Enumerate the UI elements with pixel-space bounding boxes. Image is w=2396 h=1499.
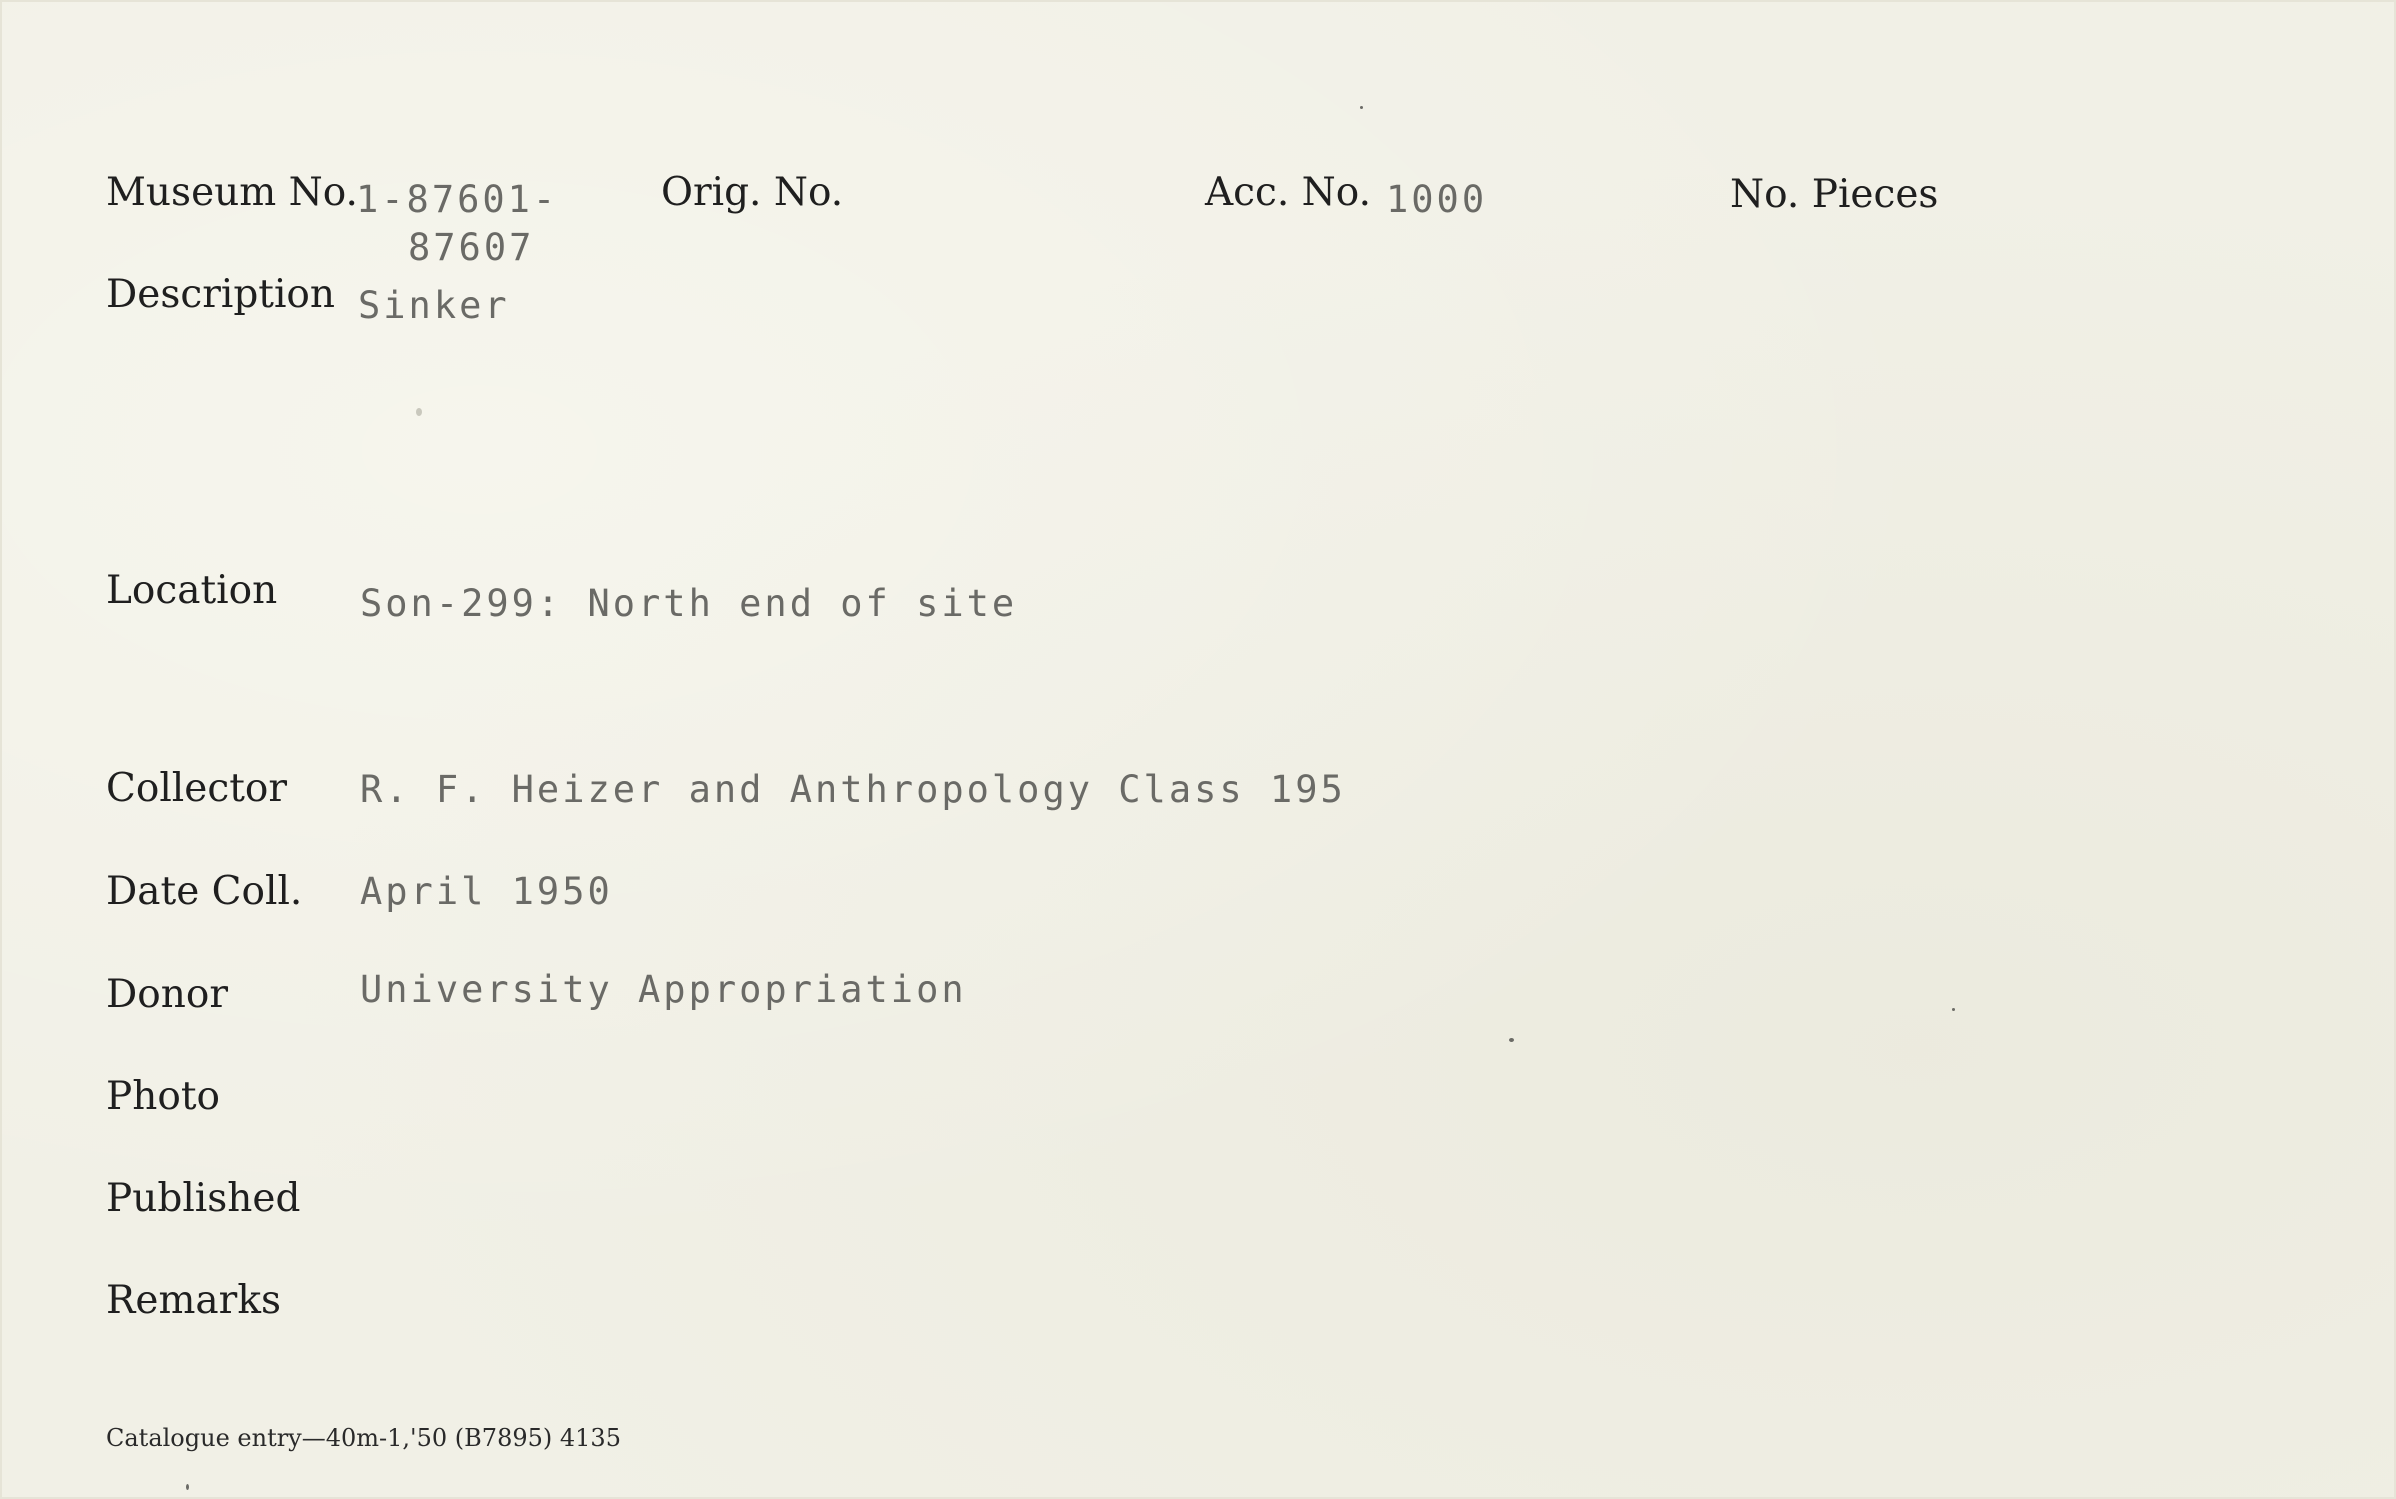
donor-label: Donor bbox=[106, 972, 228, 1017]
photo-label: Photo bbox=[106, 1074, 220, 1119]
museum-no-value-line2: 87607 bbox=[408, 226, 535, 269]
description-label: Description bbox=[106, 272, 336, 317]
date-coll-value: April 1950 bbox=[360, 870, 613, 913]
location-value: Son-299: North end of site bbox=[360, 582, 1018, 625]
no-pieces-label: No. Pieces bbox=[1730, 172, 1939, 217]
description-value: Sinker bbox=[358, 284, 510, 327]
acc-no-label: Acc. No. bbox=[1205, 170, 1371, 215]
orig-no-label: Orig. No. bbox=[661, 170, 844, 215]
date-coll-label: Date Coll. bbox=[106, 869, 303, 914]
paper-speck bbox=[186, 1484, 189, 1490]
collector-value: R. F. Heizer and Anthropology Class 195 bbox=[360, 768, 1346, 811]
donor-value: University Appropriation bbox=[360, 968, 967, 1011]
paper-speck bbox=[1360, 106, 1363, 109]
location-label: Location bbox=[106, 568, 278, 613]
acc-no-value: 1000 bbox=[1386, 178, 1488, 221]
paper-speck bbox=[1509, 1038, 1514, 1042]
museum-no-label: Museum No. bbox=[106, 170, 358, 215]
published-label: Published bbox=[106, 1176, 301, 1221]
catalogue-entry-footer: Catalogue entry—40m-1,'50 (B7895) 4135 bbox=[106, 1424, 621, 1452]
museum-no-value-line1: 1-87601- bbox=[356, 178, 559, 221]
paper-speck bbox=[416, 408, 422, 416]
paper-speck bbox=[1952, 1008, 1955, 1011]
collector-label: Collector bbox=[106, 766, 287, 811]
remarks-label: Remarks bbox=[106, 1278, 281, 1323]
